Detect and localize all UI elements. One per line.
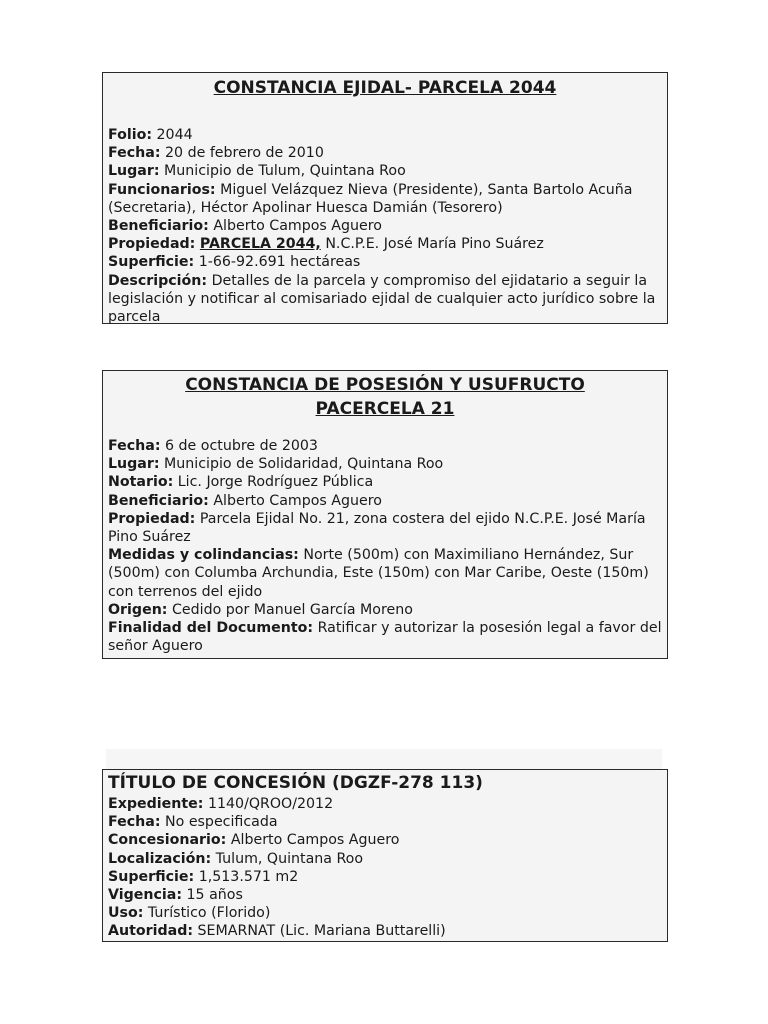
parcela-link-text: PARCELA 2044,	[199, 236, 321, 253]
field-superficie	[108, 868, 662, 886]
field-notario	[108, 473, 662, 491]
card-title-line1: CONSTANCIA DE POSESIÓN Y USUFRUCTO	[185, 375, 585, 395]
field-label: Funcionarios:	[108, 181, 216, 198]
field-value: Municipio de Tulum, Quintana Roo	[159, 163, 406, 180]
field-beneficiario	[108, 492, 662, 510]
field-funcionarios	[108, 181, 662, 217]
field-label: Uso:	[108, 905, 144, 922]
field-value: Alberto Campos Aguero	[208, 218, 382, 235]
field-finalidad	[108, 619, 662, 655]
field-label: Superficie:	[108, 254, 195, 271]
field-value: Alberto Campos Aguero	[208, 492, 382, 509]
field-label: Beneficiario:	[108, 218, 209, 235]
field-concesionario	[108, 831, 662, 849]
field-value: 15 años	[182, 887, 243, 904]
field-label: Origen:	[108, 601, 168, 618]
field-value: 1-66-92.691 hectáreas	[194, 254, 361, 271]
field-label: Propiedad:	[108, 510, 196, 527]
field-label: Concesionario:	[108, 832, 227, 849]
field-lugar	[108, 455, 662, 473]
field-value: Tulum, Quintana Roo	[211, 850, 364, 867]
field-label: Fecha:	[108, 814, 161, 831]
field-value: 1140/QROO/2012	[203, 796, 334, 812]
field-value: 6 de octubre de 2003	[160, 438, 318, 454]
field-value: 2044	[152, 127, 193, 143]
field-label: Fecha:	[108, 438, 161, 454]
field-value: Lic. Jorge Rodríguez Pública	[173, 474, 374, 491]
field-value: 20 de febrero de 2010	[160, 145, 324, 162]
field-label: Localización:	[108, 850, 212, 867]
field-fecha	[108, 813, 662, 831]
field-value: No especificada	[160, 814, 278, 831]
field-superficie	[108, 253, 662, 271]
card-title: TÍTULO DE CONCESIÓN (DGZF-278 113)	[108, 773, 483, 793]
field-descripcion	[108, 272, 662, 327]
field-label: Fecha:	[108, 145, 161, 162]
field-label: Expediente:	[108, 796, 204, 812]
field-uso	[108, 904, 662, 922]
field-label: Superficie:	[108, 868, 195, 885]
constancia-posesion-card	[102, 370, 668, 659]
field-lugar	[108, 162, 662, 180]
field-propiedad	[108, 510, 662, 546]
field-value: Cedido por Manuel García Moreno	[167, 601, 413, 618]
field-folio	[108, 126, 662, 144]
field-value: Alberto Campos Aguero	[226, 832, 400, 849]
field-fecha	[108, 144, 662, 162]
field-value: SEMARNAT (Lic. Mariana Buttarelli)	[193, 923, 446, 940]
field-medidas	[108, 546, 662, 601]
field-label: Lugar:	[108, 163, 160, 180]
field-value: Miguel Velázquez Nieva (Presidente), Santa Bartolo Acuña (Secretaria), Héctor Apolinar Huesca Damián (Tesorero)	[108, 181, 633, 216]
field-label: Autoridad:	[108, 923, 194, 940]
field-value: Municipio de Solidaridad, Quintana Roo	[159, 456, 444, 473]
field-label: Finalidad del Documento:	[108, 620, 314, 637]
field-label: Medidas y colindancias:	[108, 547, 299, 564]
field-label: Notario:	[108, 474, 174, 491]
field-list	[108, 795, 662, 941]
field-fecha	[108, 437, 662, 455]
field-value: Norte (500m) con Maximiliano Hernández, Sur (500m) con Columba Archundia, Este (150m) con Mar Caribe, Oeste (150m) con terrenos del ejido	[108, 547, 649, 600]
field-label: Propiedad:	[108, 236, 196, 253]
card-title-line2: PACERCELA 21	[315, 399, 455, 419]
field-label: Folio:	[108, 127, 153, 143]
field-list	[108, 126, 662, 326]
field-expediente	[108, 795, 662, 813]
field-value: Parcela Ejidal No. 21, zona costera del ejido N.C.P.E. José María Pino Suárez	[108, 510, 646, 546]
constancia-ejidal-card	[102, 72, 668, 324]
field-value: 1,513.571 m2	[194, 868, 299, 885]
field-origen	[108, 601, 662, 619]
field-autoridad	[108, 922, 662, 940]
field-label: Descripción:	[108, 272, 208, 289]
decorative-band	[106, 749, 662, 769]
field-propiedad	[108, 235, 662, 253]
field-value: Turístico (Florido)	[143, 905, 271, 922]
field-value: N.C.P.E. José María Pino Suárez	[320, 236, 544, 253]
field-label: Lugar:	[108, 456, 160, 473]
card-title: CONSTANCIA EJIDAL- PARCELA 2044	[213, 78, 557, 98]
field-beneficiario	[108, 217, 662, 235]
field-value: Detalles de la parcela y compromiso del ejidatario a seguir la legislación y notificar al comisariado ejidal de cualquier acto jurídico sobre la parcela	[108, 272, 656, 326]
field-value: Ratificar y autorizar la posesión legal a favor del señor Aguero	[108, 620, 662, 655]
field-label: Vigencia:	[108, 887, 182, 904]
field-vigencia	[108, 886, 662, 904]
field-list	[108, 437, 662, 655]
titulo-concesion-card	[102, 769, 668, 942]
field-localizacion	[108, 850, 662, 868]
field-label: Beneficiario:	[108, 492, 209, 509]
